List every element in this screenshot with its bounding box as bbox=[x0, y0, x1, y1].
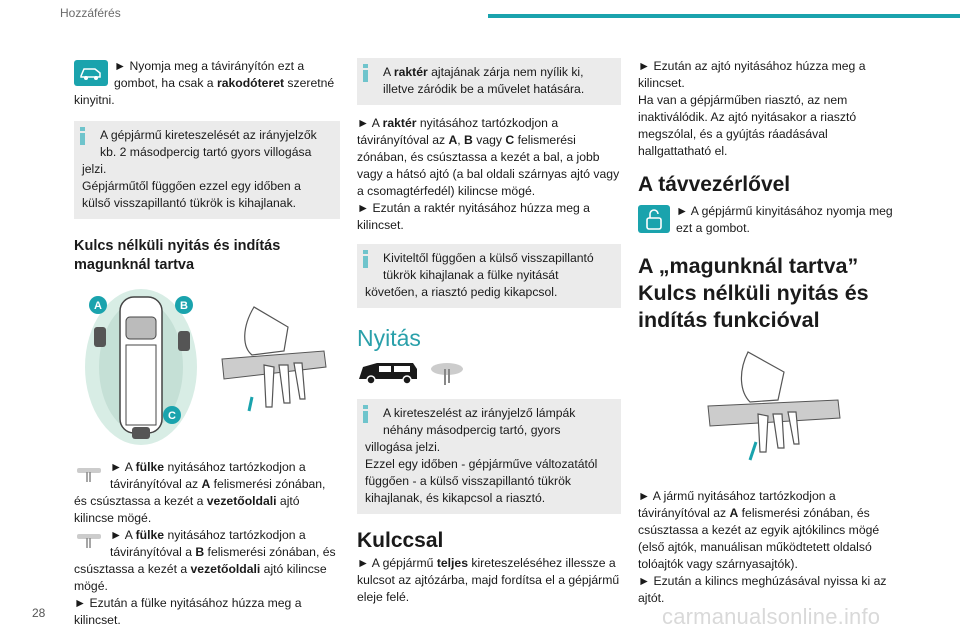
column-1 bbox=[74, 58, 340, 629]
c2p1-a: ► A bbox=[357, 116, 383, 130]
s1-l3: és csúsztassa a kezét a bbox=[74, 494, 207, 508]
p1-line1: ► Nyomja meg a távirányítón ezt a bbox=[114, 59, 305, 73]
keyless-illustration bbox=[74, 287, 340, 455]
s2-l2b: felismerési zónában, és bbox=[204, 545, 336, 559]
s1-l2b: felismerési zónában, bbox=[210, 477, 326, 491]
c2p1-C: C bbox=[505, 133, 515, 147]
k-bold: teljes bbox=[436, 556, 468, 570]
c3p1-l3: Ha van a gépjárműben riasztó, az nem bbox=[638, 93, 848, 107]
p1-line3: kinyitni. bbox=[74, 93, 115, 107]
door-open-paragraph bbox=[638, 58, 902, 160]
s2-l3b: ajtó kilincse bbox=[260, 562, 327, 576]
info1-line2: kb. 2 másodpercig tartó gyors villogása bbox=[100, 145, 312, 159]
c2p1-b: nyitásához tartózkodjon a bbox=[416, 116, 559, 130]
nyitas-icons bbox=[357, 357, 621, 387]
watermark: carmanualsonline.info bbox=[662, 604, 881, 629]
s1-l2bold: A bbox=[201, 477, 211, 491]
s2-a: ► A bbox=[110, 528, 136, 542]
s1-b: nyitásához tartózkodjon a bbox=[164, 460, 306, 474]
info-box-cargo-lock bbox=[357, 58, 621, 105]
c2p1-l6: ► Ezután a raktér nyitásához húzza meg a bbox=[357, 201, 590, 215]
c2p1-bold: raktér bbox=[382, 116, 417, 130]
m-l7: ajtót. bbox=[638, 591, 665, 605]
c2p1-l2c: vagy bbox=[472, 133, 506, 147]
c2-info3-l3: villogása jelzi. bbox=[365, 440, 441, 454]
header-accent-bar bbox=[488, 14, 960, 18]
s3-l1: ► Ezután a fülke nyitásához húzza meg a bbox=[74, 596, 302, 610]
info1-line5: külső visszapillantó tükrök is kihajlanak. bbox=[82, 196, 297, 210]
m-l2bold: A bbox=[729, 506, 739, 520]
c2p1-l7: kilincset. bbox=[357, 218, 404, 232]
hand-door-handle-illustration bbox=[638, 342, 902, 482]
t-l1: ► A gépjármű kinyitásához nyomja meg bbox=[676, 204, 893, 218]
s2-l4: mögé. bbox=[74, 579, 108, 593]
info1-line4: Gépjárműtől függően ezzel egy időben a bbox=[82, 179, 301, 193]
c2p1-l3: zónában, és csúsztassa a kezét a bal, a jobb bbox=[357, 150, 600, 164]
c2p1-l2b: , bbox=[457, 133, 465, 147]
s2-l3a: csúsztassa a kezét a bbox=[74, 562, 191, 576]
c2-info2-l3: követően, a riasztó pedig kikapcsol. bbox=[365, 285, 558, 299]
column-2 bbox=[357, 58, 621, 606]
c2p1-A: A bbox=[448, 133, 458, 147]
section-title-magunknal: A „magunknál tartva” Kulcs nélküli nyitás és indítás funkcióval bbox=[638, 254, 869, 332]
van-rear-open-icon bbox=[74, 60, 108, 86]
k-l2: kulcsot az ajtózárba, majd fordítsa el a gépjármű bbox=[357, 573, 620, 587]
hand-keyless-icon bbox=[74, 461, 104, 485]
m-l6: ► Ezután a kilincs meghúzásával nyissa ki az bbox=[638, 574, 887, 588]
c3p1-l1: ► Ezután az ajtó nyitásához húzza meg a bbox=[638, 59, 866, 73]
m-l1: ► A jármű nyitásához tartózkodjon a bbox=[638, 489, 836, 503]
keyless-open-paragraph bbox=[638, 488, 902, 607]
c2p1-l2a: távirányítóval az bbox=[357, 133, 449, 147]
p1-bold: rakodóteret bbox=[216, 76, 285, 90]
page-number: 28 bbox=[32, 606, 46, 620]
c2p1-B: B bbox=[464, 133, 473, 147]
van-rear-button-paragraph bbox=[74, 58, 340, 109]
p1-line2-end: szeretné bbox=[284, 76, 335, 90]
section-title-kulccsal: Kulccsal bbox=[357, 529, 444, 552]
s2-l3bold: vezetőoldali bbox=[190, 562, 261, 576]
c2-info1-b: ajtajának zárja nem nyílik ki, bbox=[427, 65, 584, 79]
c2-info3-l5: függően - a külső visszapillantó tükrök bbox=[365, 474, 571, 488]
section-title-nyitas: Nyitás bbox=[357, 325, 421, 351]
column-3 bbox=[638, 58, 902, 607]
remote-unlock-paragraph bbox=[638, 203, 902, 237]
info-icon bbox=[363, 405, 368, 421]
key-unlock-paragraph bbox=[357, 555, 621, 606]
c2p1-l2d: felismerési bbox=[514, 133, 576, 147]
cab-zone-b-paragraph bbox=[74, 527, 340, 629]
m-l4: (első ajtók, manuálisan működtetett oldalsó bbox=[638, 540, 872, 554]
c2-info3-l1: A kireteszelést az irányjelző lámpák bbox=[383, 406, 576, 420]
hand-keyless-icon bbox=[74, 527, 104, 551]
info1-line3: jelzi. bbox=[82, 162, 107, 176]
c3p1-l6: hallgattatható el. bbox=[638, 144, 728, 158]
info-icon bbox=[80, 127, 85, 143]
cab-zone-a-paragraph bbox=[74, 459, 340, 527]
c3p1-l5: megszólal, és a gyújtás ráadásával bbox=[638, 127, 828, 141]
s1-l3b: ajtó bbox=[276, 494, 300, 508]
keyless-heading: Kulcs nélküli nyitás és indítás magunknál tartva bbox=[74, 238, 281, 273]
s2-b: nyitásához tartózkodjon a bbox=[164, 528, 306, 542]
van-icon bbox=[359, 363, 417, 384]
t-l2: ezt a gombot. bbox=[676, 221, 750, 235]
s2-l2bold: B bbox=[195, 545, 205, 559]
zone-c-label: C bbox=[168, 410, 176, 422]
s2-l2a: távirányítóval a bbox=[110, 545, 196, 559]
zone-a-label: A bbox=[94, 300, 102, 312]
c2p1-l4: vagy a hátsó ajtó (a bal oldali szárnyas ajtó vagy bbox=[357, 167, 620, 181]
zones-car-hand-diagram bbox=[74, 287, 340, 455]
m-l2a: távirányítóval az bbox=[638, 506, 730, 520]
m-l5: tolóajtók vagy szárnyasajtók). bbox=[638, 557, 798, 571]
zone-b-label: B bbox=[180, 300, 188, 312]
c2p1-l5: a csomagtérfedél) kilincse mögé. bbox=[357, 184, 536, 198]
s3-l2: kilincset. bbox=[74, 613, 121, 627]
m-l3: csúsztassa a kezét az egyik ajtókilincs mögé bbox=[638, 523, 880, 537]
door-handle-hand-icon bbox=[431, 363, 463, 385]
c2-info1-bold: raktér bbox=[393, 65, 428, 79]
padlock-open-icon bbox=[638, 205, 670, 233]
s1-l2a: távirányítóval az bbox=[110, 477, 202, 491]
info-box-mirrors bbox=[357, 244, 621, 308]
c2-info3-l2: néhány másodpercig tartó, gyors bbox=[383, 423, 561, 437]
info-icon bbox=[363, 250, 368, 266]
c3p1-l4: inaktiválódik. Az ajtó nyitásakor a riasztó bbox=[638, 110, 857, 124]
section-title-tavvezerlovel: A távvezérlővel bbox=[638, 173, 791, 196]
k-a: ► A gépjármű bbox=[357, 556, 437, 570]
section-header: Hozzáférés bbox=[60, 6, 121, 20]
info-icon bbox=[363, 64, 368, 80]
s1-bold: fülke bbox=[135, 460, 165, 474]
c3p1-l2: kilincset. bbox=[638, 76, 685, 90]
c2-info2-l1: Kiviteltől függően a külső visszapillantó bbox=[383, 251, 594, 265]
m-l2b: felismerési zónában, és bbox=[738, 506, 870, 520]
s2-bold: fülke bbox=[135, 528, 165, 542]
c2-info3-l6: kihajlanak, és kikapcsol a riasztó. bbox=[365, 491, 546, 505]
info-box-flashing bbox=[74, 121, 340, 219]
s1-l4: kilincse mögé. bbox=[74, 511, 152, 525]
k-b: kireteszeléséhez illessze a bbox=[467, 556, 616, 570]
cargo-open-paragraph bbox=[357, 115, 621, 234]
s1-l3bold: vezetőoldali bbox=[206, 494, 277, 508]
c2-info3-l4: Ezzel egy időben - gépjárműve változatától bbox=[365, 457, 598, 471]
s1-a: ► A bbox=[110, 460, 136, 474]
c2-info1-a: A bbox=[383, 65, 394, 79]
k-l3: eleje felé. bbox=[357, 590, 410, 604]
info1-line1: A gépjármű kireteszelését az irányjelzők bbox=[100, 128, 317, 142]
c2-info2-l2: tükrök kihajlanak a fülke nyitását bbox=[383, 268, 559, 282]
p1-line2-start: gombot, ha csak a bbox=[114, 76, 217, 90]
info-box-unlock-signal bbox=[357, 399, 621, 514]
c2-info1-l2: illetve záródik be a művelet hatására. bbox=[383, 82, 585, 96]
